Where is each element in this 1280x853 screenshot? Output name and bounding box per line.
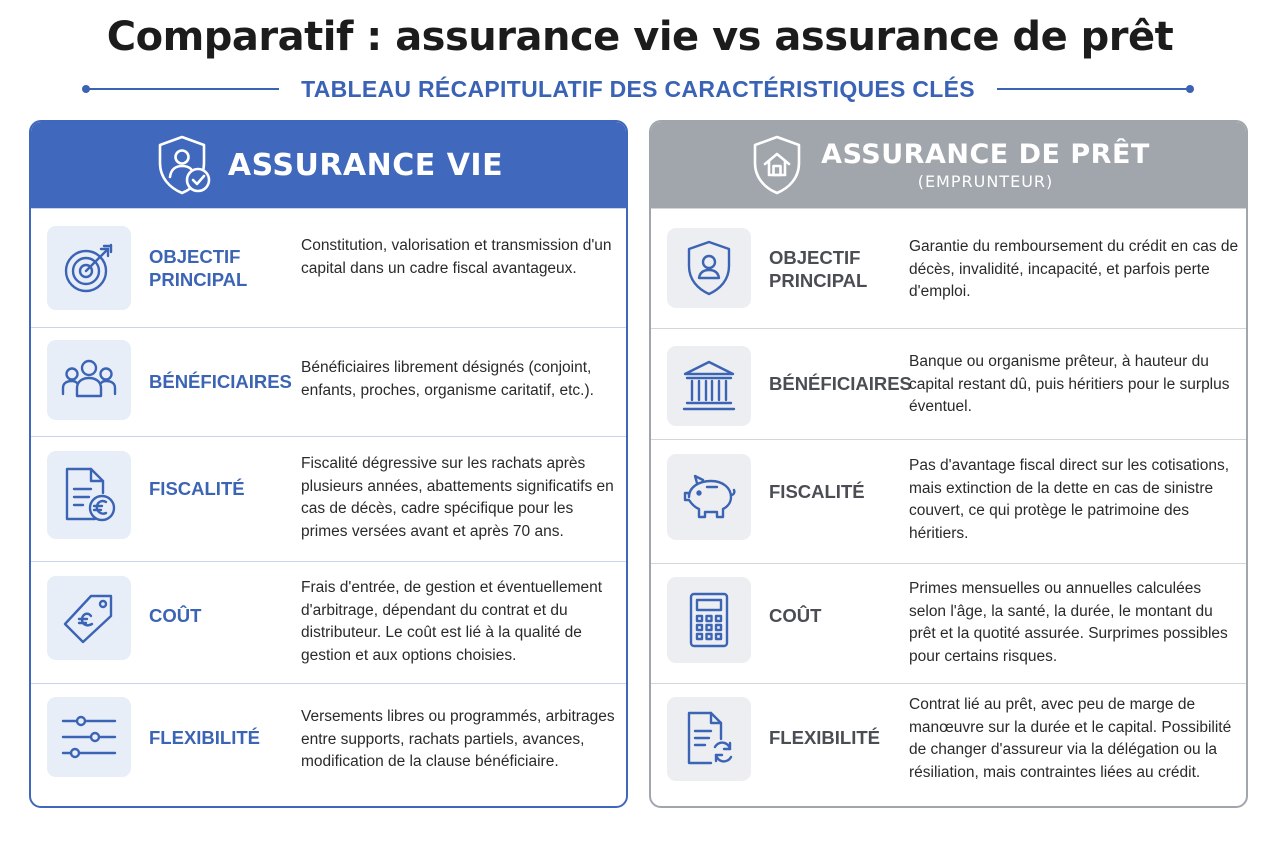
- icon-box: [47, 340, 131, 420]
- subtitle-rule-left: [84, 88, 279, 90]
- subtitle-banner: [84, 74, 1192, 104]
- row-description: Fiscalité dégressive sur les rachats après plusieurs années, abattements significatifs en cas de décès, cadre spécifique pour les primes versées avant et après 70 ans.: [301, 455, 614, 540]
- card-assurance-pret: [649, 120, 1248, 808]
- row-label: BÉNÉFICIAIRES: [149, 371, 292, 392]
- row-label: OBJECTIF PRINCIPAL: [149, 246, 248, 290]
- icon-box: [667, 454, 751, 540]
- icon-box: [667, 697, 751, 781]
- row-label: COÛT: [769, 605, 822, 626]
- row-label: FLEXIBILITÉ: [149, 727, 260, 748]
- document-refresh-icon: [679, 709, 739, 769]
- piggy-bank-icon: [679, 467, 739, 527]
- subtitle-rule-right: [997, 88, 1192, 90]
- row-label: FLEXIBILITÉ: [769, 727, 880, 748]
- row-description: Garantie du remboursement du crédit en cas de décès, invalidité, incapacité, et parfois perte d'emploi.: [909, 238, 1239, 300]
- page-subtitle: TABLEAU RÉCAPITULATIF DES CARACTÉRISTIQUES CLÉS: [301, 75, 975, 102]
- row-beneficiaires-vie: [31, 327, 626, 436]
- icon-box: [47, 451, 131, 539]
- icon-box: [667, 577, 751, 663]
- sliders-icon: [59, 707, 119, 767]
- row-label: OBJECTIF PRINCIPAL: [769, 247, 868, 291]
- row-description: Bénéficiaires librement désignés (conjoint, enfants, proches, organisme caritatif, etc.).: [301, 359, 594, 399]
- row-flexibilite-pret: [651, 683, 1246, 808]
- card-header-vie: [31, 122, 626, 208]
- bank-icon: [679, 356, 739, 416]
- card-assurance-vie: [29, 120, 628, 808]
- card-title-vie: ASSURANCE VIE: [227, 147, 504, 183]
- row-description: Constitution, valorisation et transmission d'un capital dans un cadre fiscal avantageux.: [301, 237, 612, 277]
- row-label: FISCALITÉ: [769, 481, 865, 502]
- shield-house-icon: [747, 133, 807, 197]
- calculator-icon: [679, 590, 739, 650]
- row-beneficiaires-pret: [651, 328, 1246, 439]
- card-subtitle-pret: (EMPRUNTEUR): [917, 172, 1054, 191]
- icon-box: [667, 228, 751, 308]
- target-icon: [59, 238, 119, 298]
- row-description: Banque ou organisme prêteur, à hauteur du capital restant dû, puis héritiers pour le surplus éventuel.: [909, 353, 1230, 415]
- shield-user-check-icon: [154, 133, 214, 197]
- row-description: Contrat lié au prêt, avec peu de marge de manœuvre sur la durée et le capital. Possibilité de changer d'assureur via la délégation ou la résiliation, mais contraintes liées au crédit.: [909, 696, 1232, 781]
- row-fiscalite-pret: [651, 439, 1246, 563]
- row-fiscalite-vie: [31, 436, 626, 561]
- icon-box: [47, 226, 131, 310]
- row-description: Versements libres ou programmés, arbitrages entre supports, rachats partiels, avances, modification de la clause bénéficiaire.: [301, 708, 615, 770]
- card-header-pret: [651, 122, 1246, 208]
- row-description: Primes mensuelles ou annuelles calculées selon l'âge, la santé, la durée, le montant du prêt et la quotité assurée. Surprimes possibles pour certains risques.: [909, 580, 1228, 665]
- euro-tag-icon: [59, 588, 119, 648]
- row-label: COÛT: [149, 605, 202, 626]
- row-cout-pret: [651, 563, 1246, 683]
- icon-box: [47, 697, 131, 777]
- people-icon: [59, 350, 119, 410]
- shield-user-icon: [679, 238, 739, 298]
- row-cout-vie: [31, 561, 626, 683]
- row-description: Frais d'entrée, de gestion et éventuellement d'arbitrage, dépendant du contrat et du distributeur. Le coût est lié à la qualité de gestion et aux options choisies.: [301, 579, 603, 664]
- row-flexibilite-vie: [31, 683, 626, 808]
- row-objectif-pret: [651, 208, 1246, 328]
- card-title-pret: ASSURANCE DE PRÊT: [821, 139, 1150, 170]
- document-euro-icon: [59, 465, 119, 525]
- row-label: BÉNÉFICIAIRES: [769, 373, 912, 394]
- row-description: Pas d'avantage fiscal direct sur les cotisations, mais extinction de la dette en cas de sinistre couvert, ce qui protège le patrimoine des héritiers.: [909, 457, 1230, 542]
- row-objectif-vie: [31, 208, 626, 327]
- page-title: Comparatif : assurance vie vs assurance de prêt: [106, 14, 1174, 60]
- icon-box: [667, 346, 751, 426]
- row-label: FISCALITÉ: [149, 478, 245, 499]
- icon-box: [47, 576, 131, 660]
